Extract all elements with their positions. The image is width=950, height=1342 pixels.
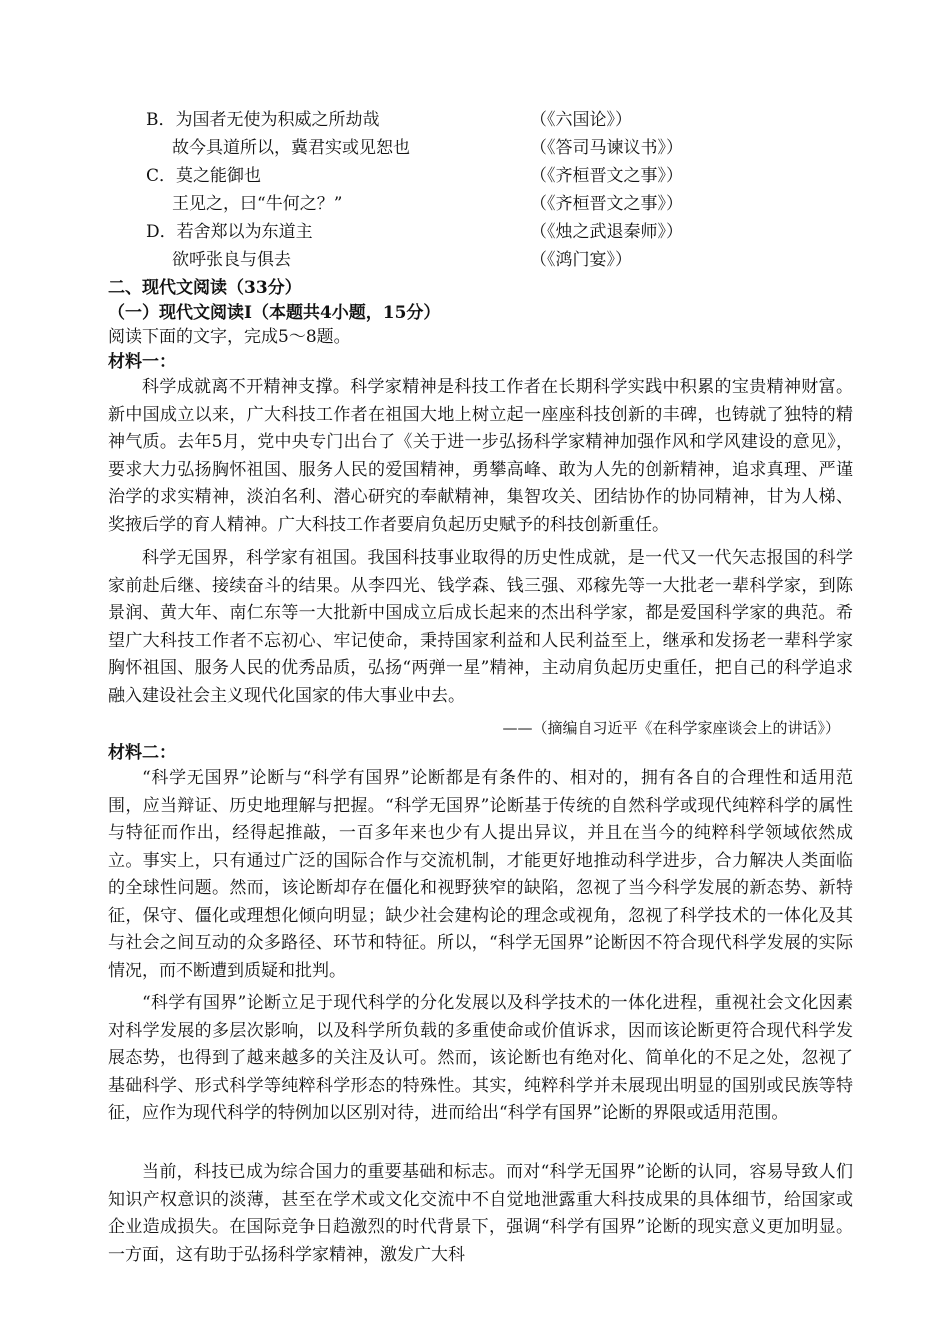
option-sentence: 王见之，曰“牛何之？” (172, 194, 343, 214)
option-sentence: 若舍郑以为东道主 (176, 222, 313, 242)
option-source: （《齐桓晋文之事》） (530, 194, 683, 214)
option-letter: B． (146, 110, 176, 130)
option-d-line2 (172, 246, 291, 274)
option-sentence: 为国者无使为积威之所劫哉 (175, 110, 380, 130)
option-source: （《鸿门宴》） (530, 250, 632, 270)
material2-paragraph: “科学无国界”论断与“科学有国界”论断都是有条件的、相对的，拥有各自的合理性和适用范围，应当辩证、历史地理解与把握。“科学无国界”论断基于传统的自然科学或现代纯粹科学的属性与特征而作出，经得起推敲，一百多年来也少有人提出异议，并且在当今的纯粹科学领域依然成立。事实上，只有通过广泛的国际合作与交流机制，才能更好地推动科学进步，合力解决人类面临的全球性问题。然而，该论断却存在僵化和视野狭窄的缺陷，忽视了当今科学发展的新态势、新特征，保守、僵化或理想化倾向明显；缺少社会建构论的理念或视角，忽视了科学技术的一体化及其与社会之间互动的众多路径、环节和特征。所以，“科学无国界”论断因不符合现代科学发展的实际情况，而不断遭到质疑和批判。 (108, 768, 853, 981)
instruction: 阅读下面的文字，完成5～8题。 (108, 327, 351, 347)
option-c-line2 (172, 190, 342, 218)
material2-title: 材料二： (108, 743, 176, 763)
option-source: （《答司马谏议书》） (530, 138, 683, 158)
option-source: （《六国论》） (530, 110, 632, 130)
material1-paragraph: 科学成就离不开精神支撑。科学家精神是科技工作者在长期科学实践中积累的宝贵精神财富。新中国成立以来，广大科技工作者在祖国大地上树立起一座座科技创新的丰碑，也铸就了独特的精神气质。去年5月，党中央专门出台了《关于进一步弘扬科学家精神加强作风和学风建设的意见》，要求大力弘扬胸怀祖国、服务人民的爱国精神，勇攀高峰、敢为人先的创新精神，追求真理、严谨治学的求实精神，淡泊名利、潜心研究的奉献精神，集智攻关、团结协作的协同精神，甘为人梯、奖掖后学的育人精神。广大科技工作者要肩负起历史赋予的科技创新重任。 (108, 377, 853, 535)
option-sentence: 莫之能御也 (176, 166, 262, 186)
section-title: 二、现代文阅读（33分） (108, 278, 302, 298)
option-letter: C． (146, 166, 177, 186)
material1-title: 材料一： (108, 352, 176, 372)
material2-paragraph: “科学有国界”论断立足于现代科学的分化发展以及科学技术的一体化进程，重视社会文化因素对科学发展的多层次影响，以及科学所负载的多重使命或价值诉求，因而该论断更符合现代科学发展态势，也得到了越来越多的关注及认可。然而，该论断也有绝对化、简单化的不足之处，忽视了基础科学、形式科学等纯粹科学形态的特殊性。其实，纯粹科学并未展现出明显的国别或民族等特征，应作为现代科学的特例加以区别对待，进而给出“科学有国界”论断的界限或适用范围。 (108, 993, 853, 1123)
option-source: （《烛之武退秦师》） (530, 222, 683, 242)
option-b-line1 (146, 106, 380, 134)
option-source: （《齐桓晋文之事》） (530, 166, 683, 186)
material1-citation: ——（摘编自习近平《在科学家座谈会上的讲话》） (502, 719, 840, 737)
option-letter: D． (146, 222, 177, 242)
option-b-line2 (172, 134, 410, 162)
subsection-title: （一）现代文阅读Ⅰ（本题共4小题，15分） (108, 303, 441, 323)
material2-paragraph: 当前，科技已成为综合国力的重要基础和标志。而对“科学无国界”论断的认同，容易导致人们知识产权意识的淡薄，甚至在学术或文化交流中不自觉地泄露重大科技成果的具体细节，给国家或企业造成损失。在国际竞争日趋激烈的时代背景下，强调“科学有国界”论断的现实意义更加明显。一方面，这有助于弘扬科学家精神，激发广大科 (108, 1162, 853, 1265)
option-d-line1 (146, 218, 313, 246)
option-c-line1 (146, 162, 261, 190)
option-sentence: 故今具道所以，冀君实或见恕也 (172, 138, 410, 158)
material1-paragraph: 科学无国界，科学家有祖国。我国科技事业取得的历史性成就，是一代又一代矢志报国的科学家前赴后继、接续奋斗的结果。从李四光、钱学森、钱三强、邓稼先等一大批老一辈科学家，到陈景润、黄大年、南仁东等一大批新中国成立后成长起来的杰出科学家，都是爱国科学家的典范。希望广大科技工作者不忘初心、牢记使命，秉持国家利益和人民利益至上，继承和发扬老一辈科学家胸怀祖国、服务人民的优秀品质，弘扬“两弹一星”精神，主动肩负起历史重任，把自己的科学追求融入建设社会主义现代化国家的伟大事业中去。 (108, 548, 853, 706)
option-sentence: 欲呼张良与俱去 (172, 250, 291, 270)
